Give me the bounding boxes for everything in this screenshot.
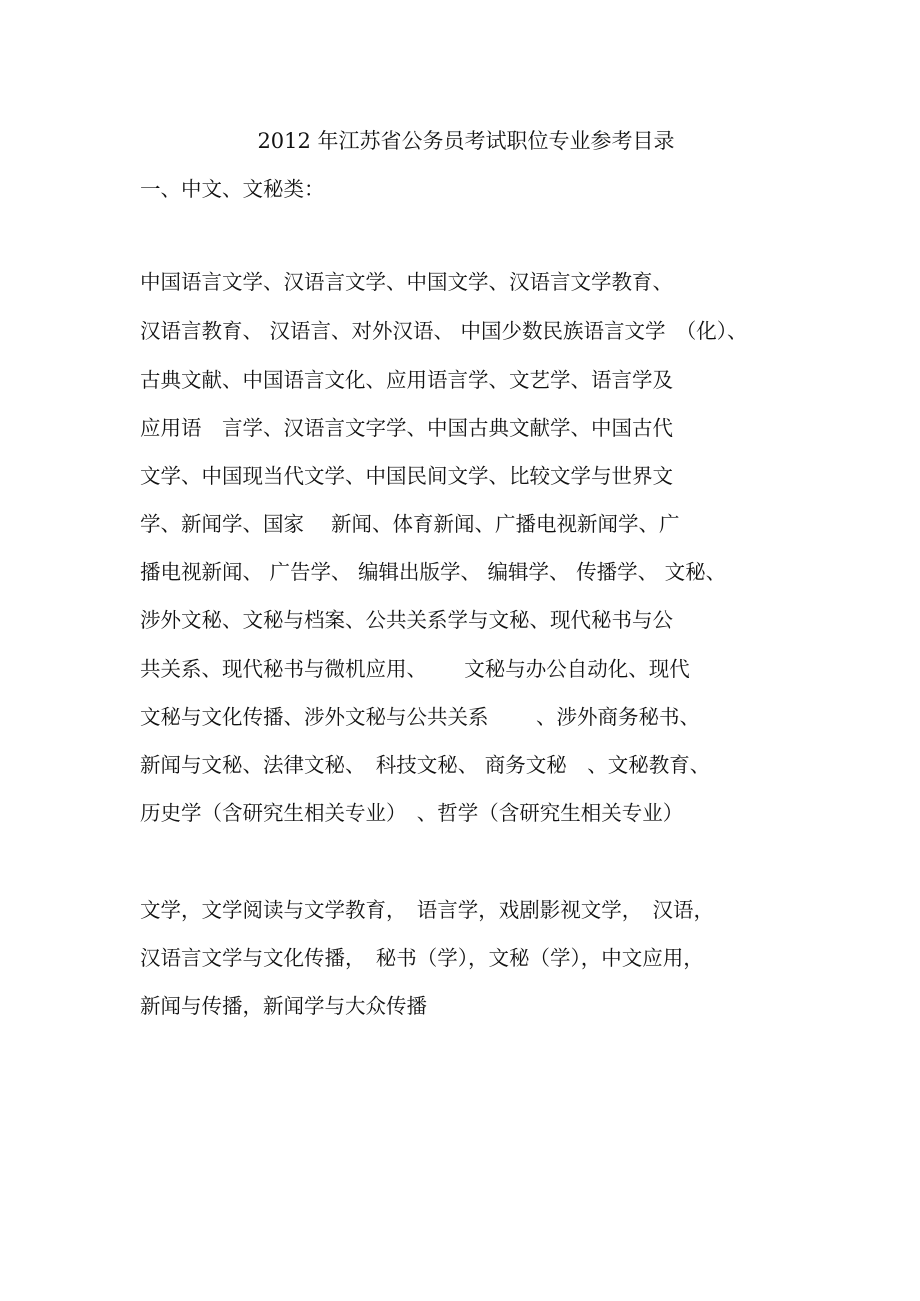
text-line: 新闻与传播，新闻学与大众传播 [140,994,427,1018]
text-line: 古典文献、中国语言文化、应用语言学、文艺学、语言学及 [140,368,673,392]
text-line: 文学、中国现当代文学、中国民间文学、比较文学与世界文 [140,464,673,488]
text-line: 新闻与文秘、法律文秘、 科技文秘、 商务文秘 、文秘教育、 [140,753,711,777]
text-line: 共关系、现代秘书与微机应用、 文秘与办公自动化、现代 [140,657,690,681]
text-line: 中国语言文学、汉语言文学、中国文学、汉语言文学教育、 [140,270,673,294]
text-line: 文学，文学阅读与文学教育， 语言学，戏剧影视文学， 汉语， [140,898,714,922]
text-line: 学、新闻学、国家 新闻、体育新闻、广播电视新闻学、广 [140,512,680,536]
text-line: 应用语 言学、汉语言文字学、中国古典文献学、中国古代 [140,416,673,440]
text-line: 汉语言文学与文化传播， 秘书（学），文秘（学），中文应用， [140,946,704,970]
section-heading: 一、中文、文秘类： [140,177,325,201]
text-line: 涉外文秘、文秘与档案、公共关系学与文秘、现代秘书与公 [140,608,673,632]
text-line: 历史学（含研究生相关专业） 、哲学（含研究生相关专业） [140,801,684,825]
document-title: 2012 年江苏省公务员考试职位专业参考目录 [257,129,675,153]
text-line: 文秘与文化传播、涉外文秘与公共关系 、涉外商务秘书、 [140,705,701,729]
text-line: 汉语言教育、 汉语言、对外汉语、 中国少数民族语言文学 （化）、 [140,319,748,343]
text-line: 播电视新闻、 广告学、 编辑出版学、 编辑学、 传播学、 文秘、 [140,560,727,584]
